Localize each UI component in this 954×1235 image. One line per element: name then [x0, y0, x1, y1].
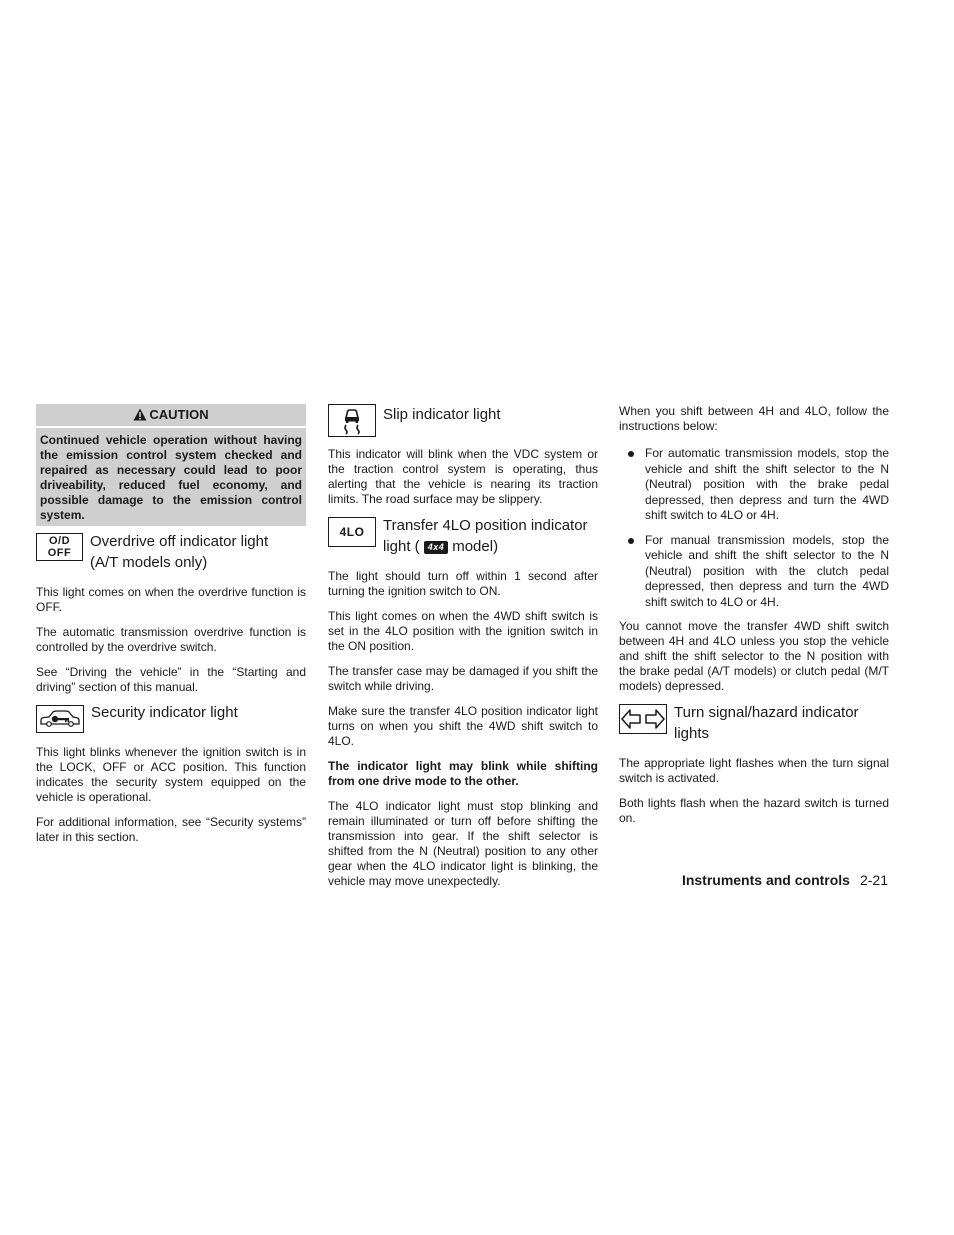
caution-header [36, 404, 306, 428]
caution-title: CAUTION [149, 407, 209, 422]
transfer-p5-bold: The indicator light may blink while shifting from one drive mode to the other. [328, 759, 598, 788]
warning-triangle-icon [133, 408, 147, 421]
turn-p2: Both lights flash when the hazard switch is turned on. [619, 796, 889, 825]
4lo-icon [328, 517, 376, 547]
security-p1: This light blinks whenever the ignition switch is in the LOCK, OFF or ACC position. This function indicates the security system equipped on the vehicle is operational. [36, 745, 306, 804]
list-item: For automatic transmission models, stop the vehicle and shift the shift selector to the N (Neutral) position with the brake pedal depressed, then depress and turn the 4WD shift switch to 4LO or 4H. [619, 446, 889, 524]
column-right [619, 404, 889, 836]
od-off-icon [36, 533, 83, 561]
slip-p1: This indicator will blink when the VDC system or the traction control system is operating, thus alerting that the vehicle is nearing its traction limits. The road surface may be slippery. [328, 447, 598, 506]
transfer-p4: Make sure the transfer 4LO position indicator light turns on when you shift the 4WD shift switch to 4LO. [328, 704, 598, 748]
overdrive-heading [36, 533, 306, 573]
page-footer [682, 872, 888, 888]
overdrive-title-line2: (A/T models only) [90, 554, 208, 571]
transfer-title-post: model) [452, 538, 499, 555]
overdrive-p2: The automatic transmission overdrive function is controlled by the overdrive switch. [36, 625, 306, 654]
transfer-title-line1: Transfer 4LO position indicator [383, 517, 588, 534]
security-car-key-icon [36, 705, 84, 733]
od-icon-line1: O/D [48, 535, 71, 547]
slip-heading [328, 404, 598, 437]
overdrive-title [90, 531, 268, 573]
transfer-heading [328, 517, 598, 557]
caution-text: Continued vehicle operation without having the emission control system checked and repaired as necessary could lead to poor driveability, reduced fuel economy, and possible damage to the emission control system. [40, 433, 302, 522]
turn-heading [619, 704, 889, 744]
page-number: 2-21 [859, 872, 888, 888]
turn-title-line1: Turn signal/hazard indicator [674, 704, 859, 721]
overdrive-p1: This light comes on when the overdrive function is OFF. [36, 585, 306, 614]
overdrive-title-line1: Overdrive off indicator light [90, 533, 269, 550]
4x4-badge-icon: 4x4 [424, 541, 449, 554]
transfer-p6: The 4LO indicator light must stop blinking and remain illuminated or turn off before shifting the transmission into gear. If the shift selector is shifted from the N (Neutral) position to any other gear when the 4LO indicator light is blinking, the vehicle may move unexpectedly. [328, 799, 598, 888]
slip-car-icon [328, 404, 376, 437]
overdrive-p3: See “Driving the vehicle” in the “Starting and driving” section of this manual. [36, 665, 306, 694]
shift-intro: When you shift between 4H and 4LO, follow the instructions below: [619, 404, 889, 433]
turn-p1: The appropriate light flashes when the turn signal switch is activated. [619, 756, 889, 785]
turn-title [674, 702, 859, 744]
transfer-p1: The light should turn off within 1 second after turning the ignition switch to ON. [328, 569, 598, 598]
security-p2: For additional information, see “Security systems” later in this section. [36, 815, 306, 844]
transfer-title [383, 515, 588, 557]
turn-title-line2: lights [674, 725, 710, 742]
transfer-p2: This light comes on when the 4WD shift switch is set in the 4LO position with the ignition switch in the ON position. [328, 609, 598, 653]
security-title: Security indicator light [91, 704, 238, 721]
od-icon-line2: OFF [47, 547, 72, 559]
slip-title: Slip indicator light [383, 406, 501, 423]
shift-after: You cannot move the transfer 4WD shift switch between 4H and 4LO unless you stop the vehicle and shift the shift selector to the N position with the brake pedal (A/T models) or clutch pedal (M/T models) depressed. [619, 619, 889, 693]
footer-section-title: Instruments and controls [681, 872, 850, 888]
shift-instructions-list [619, 446, 889, 610]
list-item: For manual transmission models, stop the vehicle and shift the shift selector to the N (Neutral) position with the clutch pedal depressed, then depress and turn the 4WD shift switch to 4LO or 4H. [619, 533, 889, 611]
column-left [36, 404, 306, 855]
security-heading [36, 705, 306, 733]
caution-box [36, 404, 306, 526]
transfer-p3: The transfer case may be damaged if you shift the switch while driving. [328, 664, 598, 693]
column-middle [328, 404, 598, 899]
4lo-icon-text: 4LO [339, 525, 365, 539]
transfer-title-line2 [383, 536, 588, 557]
transfer-title-pre: light ( [383, 538, 420, 555]
turn-signal-arrows-icon [619, 704, 667, 734]
